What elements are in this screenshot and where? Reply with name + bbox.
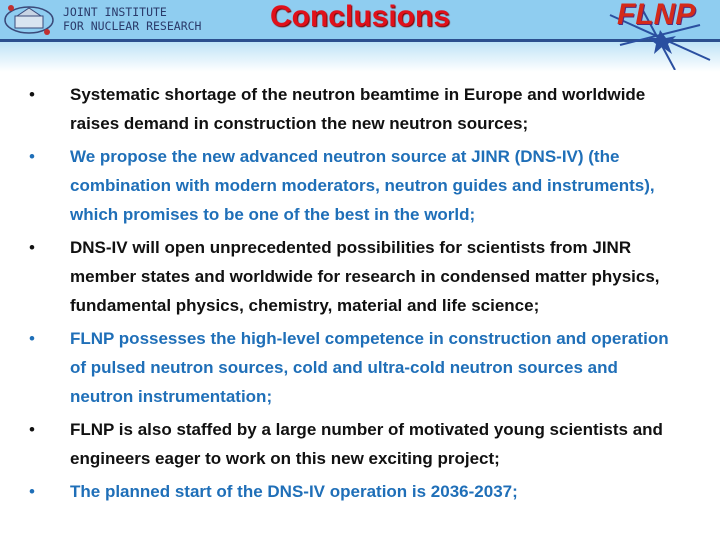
bullet-icon: • [29,238,35,257]
bullet-item [0,80,720,138]
bullet-item [0,324,720,411]
bullet-text-line: engineers eager to work on this new exciting project; [70,449,500,468]
bullet-text-line: fundamental physics, chemistry, material and life science; [70,296,540,315]
slide-title: Conclusions [269,0,450,33]
bullet-item [0,233,720,320]
bullet-item [0,415,720,473]
bullet-text-line: The planned start of the DNS-IV operation is 2036-2037; [70,482,518,501]
bullet-text-line: of pulsed neutron sources, cold and ultra-cold neutron sources and [70,358,618,377]
bullet-text-line: member states and worldwide for research in condensed matter physics, [70,267,660,286]
bullet-text-line: Systematic shortage of the neutron beamtime in Europe and worldwide [70,85,646,104]
bullet-text-line: raises demand in construction the new neutron sources; [70,114,529,133]
bullet-text-line: DNS-IV will open unprecedented possibilities for scientists from JINR [70,238,632,257]
bullet-text-line: FLNP possesses the high-level competence in construction and operation [70,329,669,348]
org-name-line1: JOINT INSTITUTE [63,5,167,19]
bullet-item [0,142,720,229]
bullet-item [0,477,720,506]
flnp-logo: FLNP [617,0,696,31]
bullet-icon: • [29,329,35,348]
bullet-icon: • [29,147,35,166]
conclusions-list [0,80,720,510]
bullet-icon: • [29,482,35,501]
bullet-text-line: We propose the new advanced neutron source at JINR (DNS-IV) (the [70,147,620,166]
bullet-text-line: FLNP is also staffed by a large number of motivated young scientists and [70,420,663,439]
org-name-line2: FOR NUCLEAR RESEARCH [63,19,202,33]
bullet-icon: • [29,85,35,104]
bullet-text-line: which promises to be one of the best in the world; [70,205,476,224]
bullet-text-line: combination with modern moderators, neutron guides and instruments), [70,176,655,195]
bullet-text-line: neutron instrumentation; [70,387,273,406]
bullet-icon: • [29,420,35,439]
